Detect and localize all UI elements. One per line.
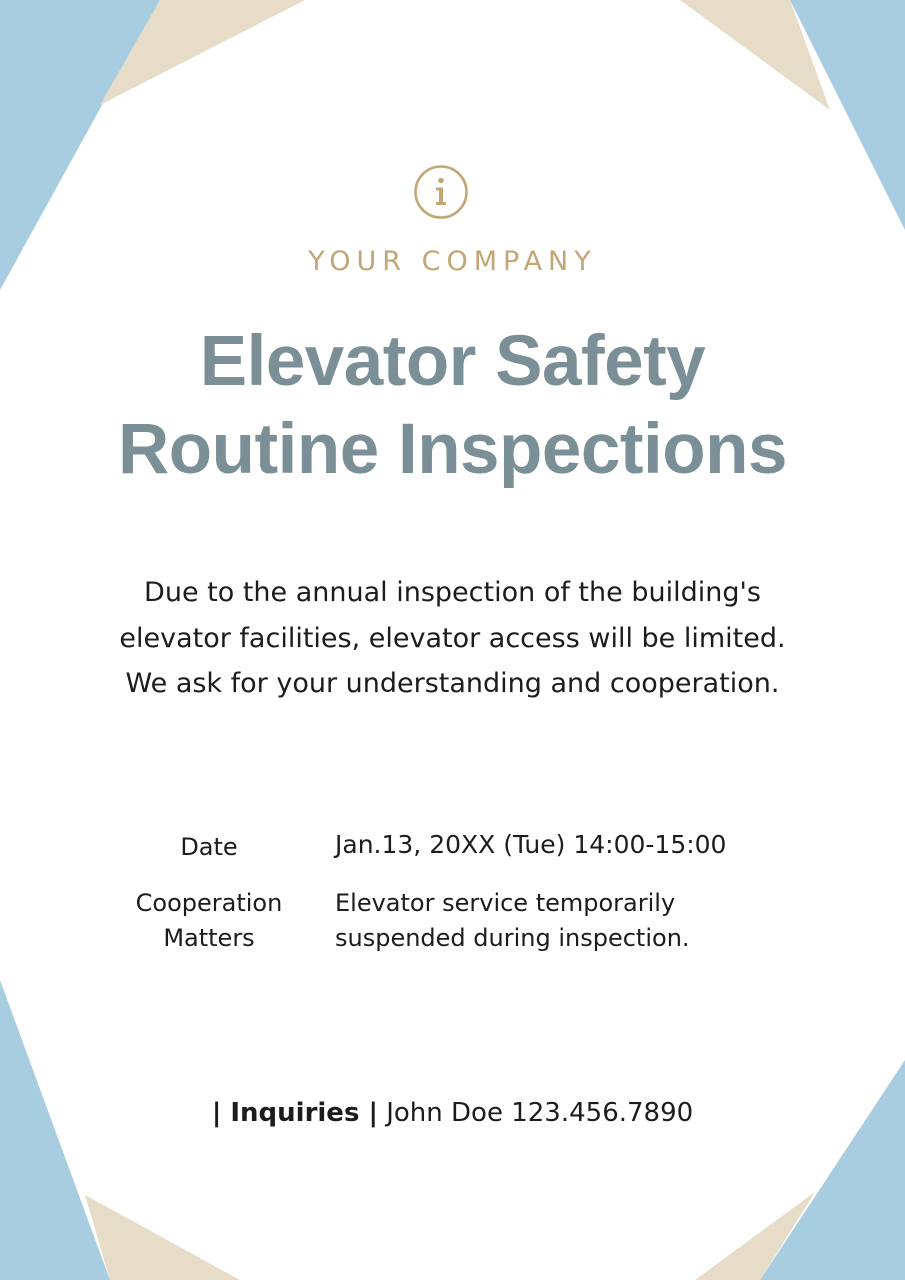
cooperation-value (335, 886, 855, 956)
cooperation-label-line-2: Matters (163, 924, 255, 952)
cooperation-label-line-1: Cooperation (135, 889, 283, 917)
date-label: Date (180, 833, 238, 861)
cooperation-value-line-1: Elevator service temporarily (335, 889, 676, 917)
title-line-2: Routine Inspections (118, 410, 787, 489)
title-line-1: Elevator Safety (199, 322, 706, 401)
inquiries-line (0, 1098, 905, 1128)
cooperation-value-line-2: suspended during inspection. (335, 924, 690, 952)
inquiries-label: | Inquiries | (211, 1098, 378, 1128)
inquiries-contact: John Doe 123.456.7890 (386, 1098, 694, 1128)
page-title (0, 318, 905, 494)
notice-paragraph (0, 570, 905, 707)
date-value: Jan.13, 20XX (Tue) 14:00-15:00 (335, 830, 727, 859)
company-name: YOUR COMPANY (308, 246, 597, 277)
notice-line-3: We ask for your understanding and cooperation. (125, 668, 780, 699)
info-circle-icon (413, 164, 469, 220)
notice-line-2: elevator facilities, elevator access will be limited. (119, 622, 786, 654)
cooperation-label (100, 886, 318, 956)
notice-line-1: Due to the annual inspection of the building's (144, 577, 761, 608)
